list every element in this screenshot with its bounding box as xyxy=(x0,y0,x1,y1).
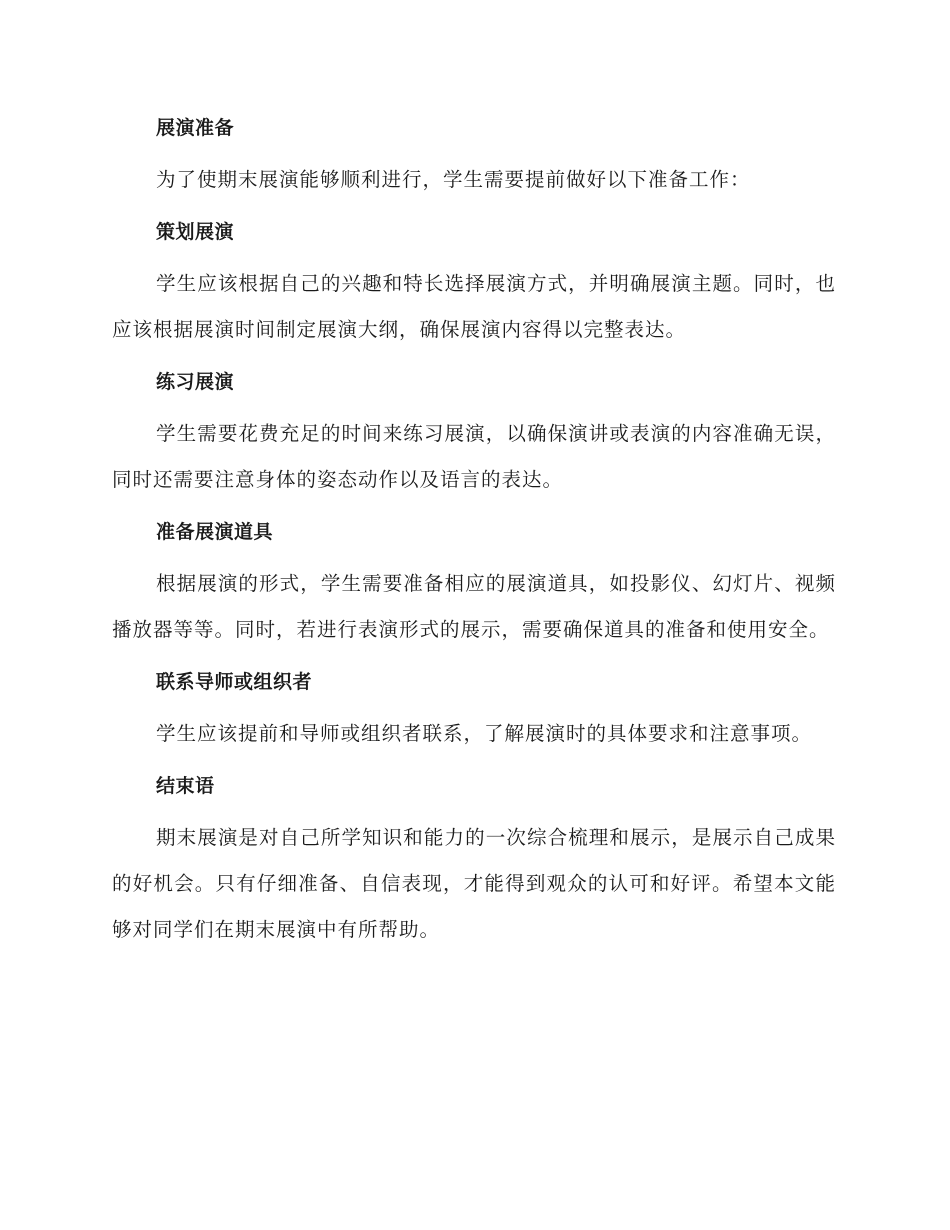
section-contact xyxy=(112,659,836,757)
section-paragraph: 为了使期末展演能够顺利进行，学生需要提前做好以下准备工作： xyxy=(156,168,751,191)
section-practice xyxy=(112,359,836,503)
section-heading: 展演准备 xyxy=(156,117,235,139)
section-heading: 结束语 xyxy=(156,775,215,797)
section-props xyxy=(112,509,836,653)
section-heading: 准备展演道具 xyxy=(156,521,274,543)
section-heading: 练习展演 xyxy=(156,371,235,393)
section-preparation xyxy=(112,105,836,203)
section-paragraph: 学生应该根据自己的兴趣和特长选择展演方式，并明确展演主题。同时，也应该根据展演时间制定展演大纲，确保展演内容得以完整表达。 xyxy=(112,272,836,341)
section-conclusion xyxy=(112,763,836,953)
section-paragraph: 学生需要花费充足的时间来练习展演，以确保演讲或表演的内容准确无误，同时还需要注意身体的姿态动作以及语言的表达。 xyxy=(112,422,836,491)
section-paragraph: 期末展演是对自己所学知识和能力的一次综合梳理和展示，是展示自己成果的好机会。只有仔细准备、自信表现，才能得到观众的认可和好评。希望本文能够对同学们在期末展演中有所帮助。 xyxy=(112,826,836,941)
section-heading: 联系导师或组织者 xyxy=(156,671,313,693)
document-page xyxy=(112,105,836,959)
section-planning xyxy=(112,209,836,353)
section-heading: 策划展演 xyxy=(156,221,235,243)
section-paragraph: 学生应该提前和导师或组织者联系，了解展演时的具体要求和注意事项。 xyxy=(156,722,813,745)
section-paragraph: 根据展演的形式，学生需要准备相应的展演道具，如投影仪、幻灯片、视频播放器等等。同时，若进行表演形式的展示，需要确保道具的准备和使用安全。 xyxy=(112,572,836,641)
